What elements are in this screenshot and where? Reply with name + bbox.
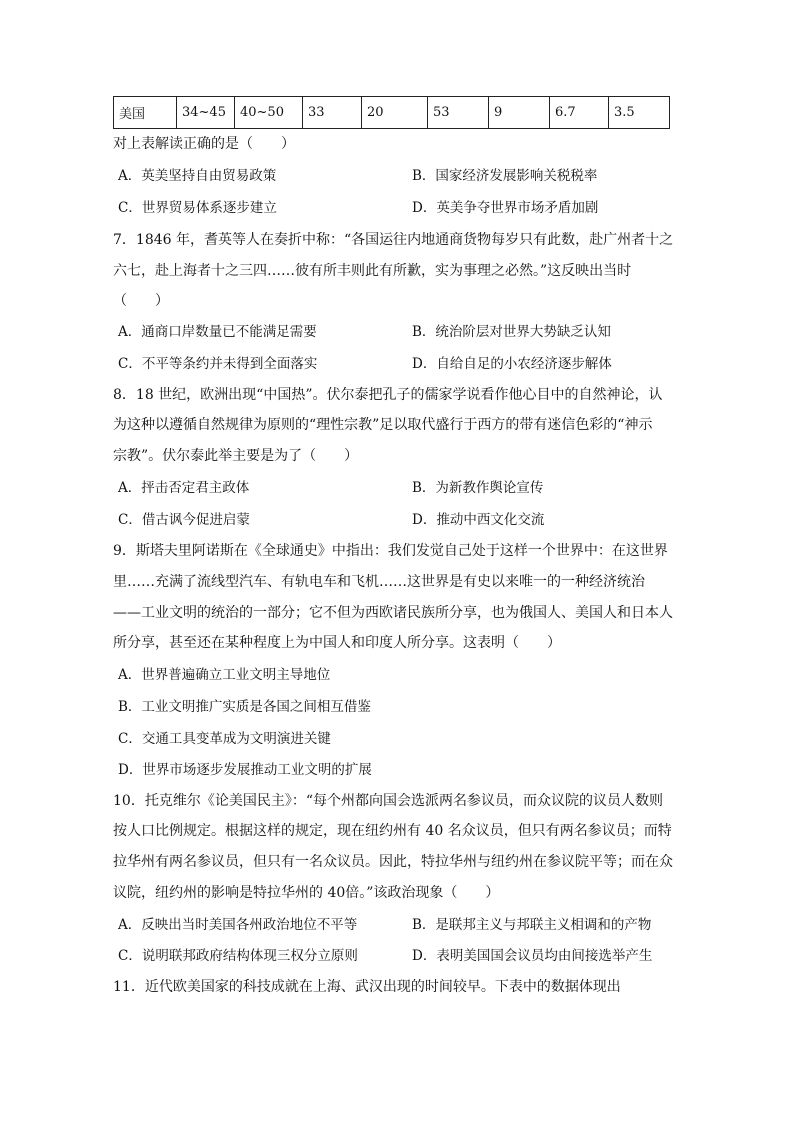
question-7-line: 六七，赴上海者十之三四……彼有所丰则此有所歉，实为事理之必然。”这反映出当时 xyxy=(113,263,632,279)
question-stem: 对上表解读正确的是（ ） xyxy=(113,136,295,152)
question-9-line: 9．斯塔夫里阿诺斯在《全球通史》中指出：我们发觉自己处于这样一个世界中：在这世界 xyxy=(113,543,668,559)
question-8-line: 为这种以遵循自然规律为原则的“理性宗教”足以取代盛行于西方的带有迷信色彩的“神示 xyxy=(113,417,653,433)
question-8-line: 宗教”。伏尔泰此举主要是为了（ ） xyxy=(113,448,359,464)
option-a: A．抨击否定君主政体 xyxy=(118,480,250,496)
option-c: C．借古讽今促进启蒙 xyxy=(118,512,250,528)
table-cell: 53 xyxy=(428,97,489,129)
question-9-line: ——工业文明的统治的一部分；它不但为西欧诸民族所分享，也为俄国人、美国人和日本人 xyxy=(113,605,673,621)
option-d: D．世界市场逐步发展推动工业文明的扩展 xyxy=(118,762,372,778)
table-cell: 6.7 xyxy=(550,97,609,129)
question-10-line: 议院，纽约州的影响是特拉华州的 40倍。”该政治现象（ ） xyxy=(113,885,500,901)
option-b: B．工业文明推广实质是各国之间相互借鉴 xyxy=(118,699,371,715)
option-d: D．英美争夺世界市场矛盾加剧 xyxy=(412,200,599,216)
option-b: B．为新教作舆论宣传 xyxy=(412,480,544,496)
option-a: A．通商口岸数量已不能满足需要 xyxy=(118,324,317,340)
table-cell: 美国 xyxy=(114,97,177,129)
table-row xyxy=(114,97,670,129)
option-c: C．不平等条约并未得到全面落实 xyxy=(118,356,318,372)
option-a: A．世界普遍确立工业文明主导地位 xyxy=(118,667,331,683)
question-10-line: 10．托克维尔《论美国民主》：“每个州都向国会选派两名参议员，而众议院的议员人数则 xyxy=(113,793,663,809)
question-11-line: 11．近代欧美国家的科技成就在上海、武汉出现的时间较早。下表中的数据体现出 xyxy=(113,979,621,995)
question-8-line: 8．18 世纪，欧洲出现“中国热”。伏尔泰把孔子的儒家学说看作他心目中的自然神论，认 xyxy=(113,387,663,403)
option-c: C．世界贸易体系逐步建立 xyxy=(118,200,277,216)
option-d: D．推动中西文化交流 xyxy=(412,512,545,528)
question-9-line: 所分享，甚至还在某种程度上为中国人和印度人所分享。这表明（ ） xyxy=(113,635,561,651)
option-c: C．交通工具变革成为文明演进关键 xyxy=(118,731,331,747)
option-b: B．是联邦主义与邦联主义相调和的产物 xyxy=(412,917,652,933)
option-a: A．反映出当时美国各州政治地位不平等 xyxy=(118,917,358,933)
table-cell: 9 xyxy=(489,97,550,129)
tariff-table xyxy=(113,96,670,129)
question-7-line: （ ） xyxy=(113,293,169,309)
question-9-line: 里……充满了流线型汽车、有轨电车和飞机……这世界是有史以来唯一的一种经济统治 xyxy=(113,574,645,590)
option-d: D．自给自足的小农经济逐步解体 xyxy=(412,356,612,372)
table-cell: 33 xyxy=(303,97,362,129)
option-d: D．表明美国国会议员均由间接选举产生 xyxy=(412,948,653,964)
question-10-line: 拉华州有两名参议员，但只有一名众议员。因此，特拉华州与纽约州在参议院平等；而在众 xyxy=(113,854,673,870)
table-cell: 40~50 xyxy=(235,97,303,129)
table-cell: 20 xyxy=(362,97,428,129)
option-b: B．统治阶层对世界大势缺乏认知 xyxy=(412,324,611,340)
question-10-line: 按人口比例规定。根据这样的规定，现在纽约州有 40 名众议员，但只有两名参议员；而特 xyxy=(113,823,672,839)
table-cell: 3.5 xyxy=(609,97,670,129)
table-cell: 34~45 xyxy=(177,97,235,129)
option-c: C．说明联邦政府结构体现三权分立原则 xyxy=(118,948,358,964)
option-a: A．英美坚持自由贸易政策 xyxy=(118,168,277,184)
option-b: B．国家经济发展影响关税税率 xyxy=(412,168,598,184)
question-7-line: 7．1846 年，耆英等人在奏折中称：“各国运往内地通商货物每岁只有此数，赴广州者十之 xyxy=(113,232,674,248)
